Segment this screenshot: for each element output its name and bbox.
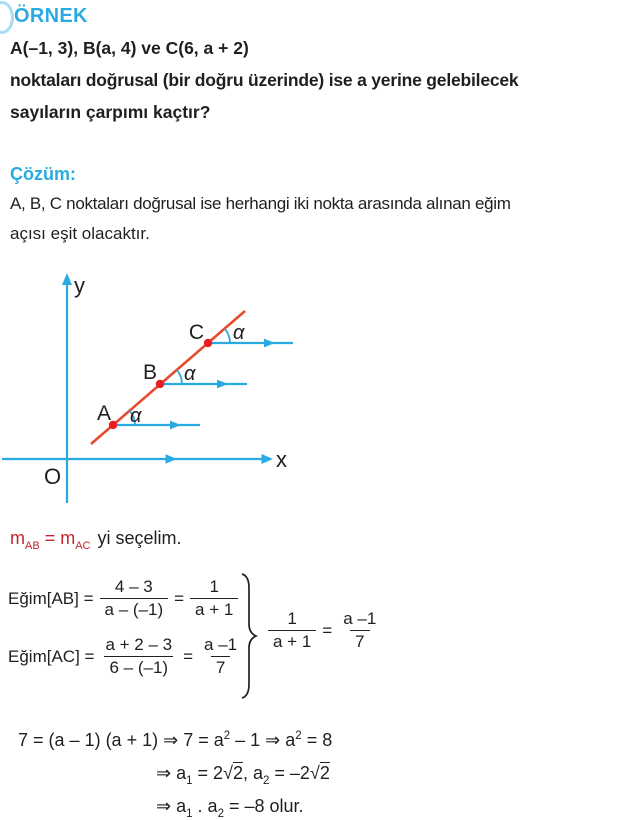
fraction: $\frac{4 - 3}{a - (-1)}$ — [100, 576, 169, 621]
x-axis-arrow-icon — [262, 454, 274, 464]
fraction: $\frac{1}{a + 1}$ — [268, 608, 316, 653]
solution-heading: Çözüm: — [10, 164, 76, 184]
statement-tail: yi seçelim. — [97, 528, 182, 548]
point-a-label: A — [96, 402, 111, 425]
egim-ab-label: Eğim[AB] = — [8, 588, 94, 608]
angle-arc-b — [177, 370, 182, 384]
slope-equation-ab — [8, 576, 238, 621]
point-b-label: B — [142, 361, 157, 384]
derivation-line-2: ⇒ $a_1 = 2√2$, $a_2 = -2√2$ — [156, 763, 330, 787]
y-axis-arrow-icon — [62, 273, 72, 285]
y-axis-label: y — [74, 273, 85, 298]
ray-a-arrow-icon — [170, 421, 181, 430]
ray-b-arrow-icon — [217, 380, 228, 389]
alpha-label-b: α — [184, 363, 196, 385]
problem-question-line: sayıların çarpımı kaçtır? — [10, 102, 211, 122]
fraction: $\frac{1}{a + 1}$ — [190, 576, 238, 621]
m-ab-symbol: $m_{AB}$ — [10, 528, 40, 552]
alpha-label-a: α — [130, 405, 142, 427]
problem-points-line: A(–1, 3), B(a, 4) ve C(6, a + 2) — [10, 38, 249, 58]
point-c-dot — [204, 339, 212, 347]
point-b-dot — [156, 380, 164, 388]
derivation-line-3: ⇒ $a_1$ . $a_2 = -8$ olur. — [156, 796, 304, 820]
alpha-label-c: α — [233, 322, 245, 344]
slope-equation-ac — [8, 634, 242, 679]
egim-ac-label: Eğim[AC] = — [8, 646, 95, 666]
x-axis-mid-arrow-icon — [166, 454, 178, 464]
fraction: $\frac{a -1}{7}$ — [204, 635, 238, 677]
left-edge-bracket-decoration — [0, 1, 14, 34]
implies-icon: ⇒ — [156, 763, 172, 783]
slope-equality-statement — [10, 528, 182, 552]
radical-icon: √ — [223, 763, 233, 783]
equals-sign: = — [174, 588, 185, 608]
problem-text-line: noktaları doğrusal (bir doğru üzerinde) ise a yerine gelebilecek — [10, 70, 519, 90]
derivation-line-1: 7 = (a – 1) (a + 1) ⇒ $7 = a^2 - 1$ ⇒ $a^2 = 8$ — [18, 730, 333, 750]
equals-sign: = — [322, 620, 333, 640]
equals-sign: = — [183, 646, 194, 666]
implies-icon: ⇒ — [156, 796, 172, 816]
example-heading: ÖRNEK — [14, 5, 88, 27]
fraction: $\frac{a -1}{7}$ — [343, 609, 377, 651]
implies-icon: ⇒ — [265, 730, 281, 750]
coordinate-diagram — [0, 262, 330, 512]
combined-proportion — [268, 608, 381, 653]
origin-label: O — [44, 464, 62, 489]
ray-c-arrow-icon — [264, 339, 275, 348]
fraction: $\frac{a + 2 - 3}{6 - (-1)}$ — [105, 635, 173, 677]
brace-icon — [241, 572, 259, 700]
radical-icon: √ — [309, 763, 320, 783]
implies-icon: ⇒ — [163, 730, 179, 750]
point-c-label: C — [188, 321, 204, 344]
equals-sign: = — [39, 528, 61, 548]
solution-intro-line: açısı eşit olacaktır. — [10, 224, 150, 243]
x-axis-label: x — [276, 447, 287, 472]
m-ac-symbol: $m_{AC}$ — [60, 528, 91, 552]
solution-intro-line: A, B, C noktaları doğrusal ise herhangi iki nokta arasında alınan eğim — [10, 194, 511, 213]
angle-arc-c — [225, 329, 230, 343]
